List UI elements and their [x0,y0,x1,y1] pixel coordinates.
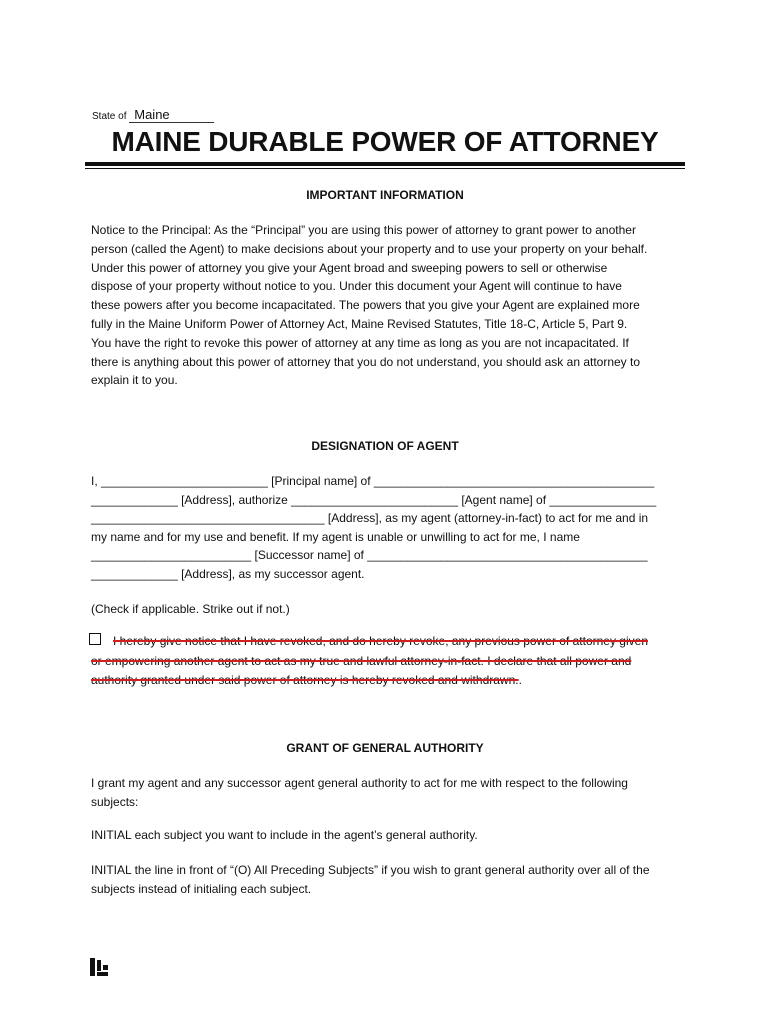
important-paragraph [91,221,683,390]
document-title: MAINE DURABLE POWER OF ATTORNEY [111,126,659,157]
designation-heading: DESIGNATION OF AGENT [311,439,459,453]
paragraph-line: subjects instead of initialing each subject. [91,881,312,896]
designation-line[interactable]: ___________________________________ [Address], as my agent (attorney-in-fact) to act for me and in [91,511,649,526]
state-value[interactable]: Maine [129,107,213,123]
designation-line[interactable]: _____________ [Address], authorize _________________________ [Agent name] of ________________ [91,492,657,507]
paragraph-line: INITIAL the line in front of “(O) All Preceding Subjects” if you wish to grant general authority over all of the [91,863,650,877]
paragraph-line: I grant my agent and any successor agent general authority to act for me with respect to the following [91,776,628,790]
designation-line[interactable]: _____________ [Address], as my successor agent. [91,566,365,581]
designation-line: my name and for my use and benefit. If my agent is unable or unwilling to act for me, I name [91,529,580,544]
paragraph-line: explain it to you. [91,373,178,388]
paragraph-line: Under this power of attorney you give your Agent broad and sweeping powers to sell or otherwise [91,260,608,275]
designation-paragraph[interactable] [91,472,683,584]
designation-line[interactable]: I, _________________________ [Principal name] of __________________________________________ [91,474,655,488]
revoke-paragraph [91,632,683,691]
title-rule-thick [85,162,685,166]
revoke-line: I hereby give notice that I have revoked, and do hereby revoke, any previous power of attorney given [113,634,648,648]
grant-paragraph-1 [91,774,683,812]
state-line [92,107,214,122]
check-note: (Check if applicable. Strike out if not.) [91,602,290,616]
important-heading: IMPORTANT INFORMATION [306,188,464,202]
designation-line[interactable]: ________________________ [Successor name] of __________________________________________ [91,548,648,563]
grant-paragraph-2: INITIAL each subject you want to include in the agent’s general authority. [91,828,478,842]
revoke-line: or empowering another agent to act as my true and lawful attorney-in-fact. I declare that all power and [91,653,632,668]
paragraph-line: these powers after you become incapacitated. The powers that you give your Agent are explained more [91,298,640,313]
paragraph-line: dispose of your property without notice to you. Under this document your Agent will continue to have [91,279,622,294]
grant-heading: GRANT OF GENERAL AUTHORITY [286,741,484,755]
revoke-line: authority granted under said power of attorney is hereby revoked and withdrawn. [91,673,519,687]
grant-paragraph-3 [91,861,683,899]
paragraph-line: person (called the Agent) to make decisions about your property and to use your property on your behalf. [91,241,648,256]
paragraph-line: there is anything about this power of attorney that you do not understand, you should ask an attorney to [91,354,641,369]
paragraph-line: Notice to the Principal: As the “Principal” you are using this power of attorney to grant power to another [91,223,636,237]
paragraph-line: You have the right to revoke this power of attorney at any time as long as you are not incapacitated. If [91,335,629,350]
revoke-period: . [518,673,522,687]
title-rule-thin [85,168,685,169]
paragraph-line: fully in the Maine Uniform Power of Attorney Act, Maine Revised Statutes, Title 18-C, Article 5, Part 9. [91,316,628,331]
paragraph-line: subjects: [91,794,139,809]
state-prefix: State of [92,111,127,122]
brand-logo-icon [90,958,108,976]
